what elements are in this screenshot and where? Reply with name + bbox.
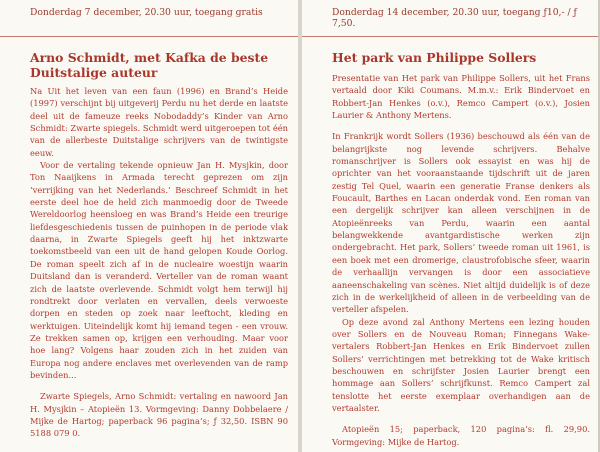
book-details: Zwarte Spiegels, Arno Schmidt: vertaling en nawoord Jan H. Mysjkin – Atopieën 13. Vormgeving: Danny Dobbelaere / Mijke de Hartog; paperback 96 pagina’s; ƒ 32,50. ISBN 90 5188 079 0. [30,391,288,439]
body-paragraph: In Frankrijk wordt Sollers (1936) beschouwd als één van de belangrijkste nog levende schrijvers. Behalve romanschrijver is Sollers ook essayist en was hij de oprichter van het vooraanstaande tijdschrift uit de jaren zestig Tel Quel, waarin een generatie Franse denkers als Foucault, Barthes en Lacan onderdak vond. Een roman van een dergelijk schrijver kan alleen verschijnen in de Atopieënreeks van Perdu, waarin een aantal belangwekkende avantgardistische werken zijn ondergebracht. Het park, Sollers’ tweede roman uit 1961, is een boek met een dromerige, claustrofobische sfeer, waarin de verhaallijn vervangen is door een associatieve aaneenschakeling van scènes. Niet altijd duidelijk is of deze zich in de werkelijkheid of alleen in de verbeelding van de verteller afspelen. [332,131,590,315]
event-description [30,85,288,440]
book-details: Atopieën 15; paperback, 120 pagina’s: fl. 29,90. Vormgeving: Mijke de Hartog. [332,424,590,447]
header-divider [302,36,600,37]
left-page [0,0,298,452]
event-date-header: Donderdag 14 december, 20.30 uur, toegang ƒ10,- / ƒ 7,50. [332,7,577,29]
event-date-header: Donderdag 7 december, 20.30 uur, toegang gratis [30,7,263,18]
header-divider [0,36,298,37]
intro-paragraph: Na Uit het leven van een faun (1996) en Brand’s Heide (1997) verschijnt bij uitgeverij Perdu nu het derde en laatste deel uit de fameuze reeks Nobodaddy’s Kinder van Arno Schmidt: Zwarte spiegels. Schmidt werd uitgeroepen tot één van de allerbeste Duitstalige schrijvers van de twintigste eeuw. [30,86,288,158]
intro-paragraph: Presentatie van Het park van Philippe Sollers, uit het Frans vertaald door Kiki Coumans. M.m.v.: Erik Bindervoet en Robbert-Jan Henkes (o.v.), Remco Campert (o.v.), Josien Laurier & Anthony Mertens. [332,73,590,121]
event-title: Arno Schmidt, met Kafka de beste Duitstalige auteur [30,50,269,80]
right-page [302,0,600,452]
body-paragraph: Voor de vertaling tekende opnieuw Jan H. Mysjkin, door Ton Naaijkens in Armada terecht geprezen om zijn ‘verrijking van het Nederlands.’ Beschreef Schmidt in het eerste deel hoe de held zich manmoedig door de Tweede Wereldoorlog heensloeg en was Brand’s Heide een treurige liefdesgeschiedenis tussen de puinhopen in de periode vlak daarna, in Zwarte Spiegels geeft hij het inktzwarte toekomstbeeld van een uit de hand gelopen Koude Oorlog. De roman speelt zich af in de nucleaire woestijn waarin Duitsland dan is veranderd. Verteller van de roman waant zich de laatste overlevende. Schmidt volgt hem terwijl hij rondtrekt door verlaten en vervallen, deels verwoeste dorpen en steden op zoek naar leeftocht, kleding en werktuigen. Uiteindelijk komt hij iemand tegen - een vrouw. Ze trekken samen op, krijgen een verhouding. Maar voor hoe lang? Volgens haar zouden zich in het zuiden van Europa nog andere enclaves met overlevenden van de ramp bevinden... [30,160,288,380]
event-description [332,72,590,448]
event-title: Het park van Philippe Sollers [332,50,537,65]
body-paragraph: Op deze avond zal Anthony Mertens een lezing houden over Sollers en de Nouveau Roman; Finnegans Wake-vertalers Robbert-Jan Henkes en Erik Bindervoet zullen Sollers’ verrichtingen met betrekking tot de Wake kritisch beschouwen en schrijfster Josien Laurier brengt een hommage aan Sollers’ schrijfkunst. Remco Campert zal tenslotte het eerste exemplaar overhandigen aan de vertaalster. [332,316,590,413]
